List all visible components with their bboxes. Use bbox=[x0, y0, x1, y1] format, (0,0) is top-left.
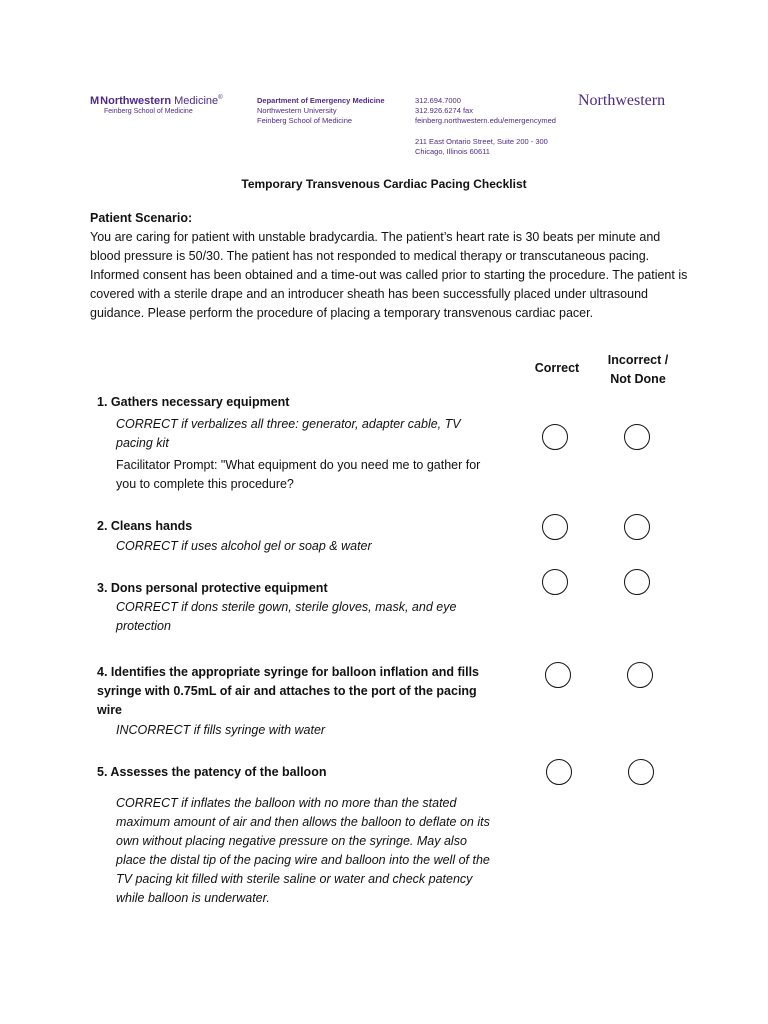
logo-subtitle: Feinberg School of Medicine bbox=[104, 108, 193, 115]
item-4-title: 4. Identifies the appropriate syringe for balloon inflation and fills syringe with 0.75mL of air and attaches to the port of the pacing wire bbox=[97, 665, 479, 717]
document-title: Temporary Transvenous Cardiac Pacing Checklist bbox=[241, 177, 527, 191]
item-3-title: 3. Dons personal protective equipment bbox=[97, 581, 328, 595]
department-block bbox=[257, 96, 385, 126]
address-block bbox=[415, 137, 548, 157]
item-5-title: 5. Assesses the patency of the balloon bbox=[97, 765, 327, 779]
address-line: Chicago, Illinois 60611 bbox=[415, 147, 490, 156]
scenario-label: Patient Scenario: bbox=[90, 211, 193, 225]
dept-line: Department of Emergency Medicine bbox=[257, 96, 385, 105]
scenario-text: You are caring for patient with unstable bradycardia. The patient’s heart rate is 30 beats per minute and blood pressure is 50/30. The patient has not responded to medical therapy or transcutaneous pacing. Informed consent has been obtained and a time-out was called prior to starting the procedure. The patient is covered with a sterile drape and an introducer sheath has been successfully placed under ultrasound guidance. Please perform the procedure of placing a temporary transvenous cardiac pacer. bbox=[90, 230, 688, 320]
item-5-correct-radio[interactable] bbox=[546, 759, 572, 785]
item-3-incorrect-radio[interactable] bbox=[624, 569, 650, 595]
column-header-incorrect: Incorrect / Not Done bbox=[607, 353, 669, 386]
column-header-correct: Correct bbox=[534, 361, 580, 375]
item-4-incorrect-radio[interactable] bbox=[627, 662, 653, 688]
northwestern-medicine-logo bbox=[90, 95, 223, 107]
logo-reg: ® bbox=[218, 95, 223, 101]
address-line: 211 East Ontario Street, Suite 200 - 300 bbox=[415, 137, 548, 146]
item-4-criteria: INCORRECT if fills syringe with water bbox=[116, 723, 326, 737]
item-5-criteria: CORRECT if inflates the balloon with no more than the stated maximum amount of air and then allows the balloon to deflate on its own without placing negative pressure on the syringe. May also place the distal tip of the pacing wire and balloon into the well of the TV pacing kit filled with sterile saline or water and check patency while balloon is underwater. bbox=[116, 796, 490, 905]
item-1-incorrect-radio[interactable] bbox=[624, 424, 650, 450]
item-2-title: 2. Cleans hands bbox=[97, 519, 193, 533]
item-5-incorrect-radio[interactable] bbox=[628, 759, 654, 785]
item-1-title: 1. Gathers necessary equipment bbox=[97, 395, 290, 409]
fax: 312.926.6274 fax bbox=[415, 106, 473, 115]
northwestern-wordmark: Northwestern bbox=[578, 92, 666, 109]
dept-line: Feinberg School of Medicine bbox=[257, 116, 353, 125]
item-2-correct-radio[interactable] bbox=[542, 514, 568, 540]
item-1-correct-radio[interactable] bbox=[542, 424, 568, 450]
dept-line: Northwestern University bbox=[257, 106, 337, 115]
contact-block bbox=[415, 96, 556, 126]
phone: 312.694.7000 bbox=[415, 96, 461, 105]
website: feinberg.northwestern.edu/emergencymed bbox=[415, 116, 556, 125]
item-1-criteria: CORRECT if verbalizes all three: generator, adapter cable, TV pacing kit bbox=[116, 417, 461, 450]
item-2-incorrect-radio[interactable] bbox=[624, 514, 650, 540]
item-1-prompt: Facilitator Prompt: "What equipment do you need me to gather for you to complete this procedure? bbox=[116, 458, 481, 491]
item-2-criteria: CORRECT if uses alcohol gel or soap & water bbox=[116, 539, 372, 553]
logo-name-light: Medicine bbox=[174, 95, 219, 107]
item-3-criteria: CORRECT if dons sterile gown, sterile gloves, mask, and eye protection bbox=[116, 600, 457, 633]
nm-logo-mark: M bbox=[90, 95, 99, 107]
item-4-correct-radio[interactable] bbox=[545, 662, 571, 688]
logo-name-bold: Northwestern bbox=[100, 95, 172, 107]
item-3-correct-radio[interactable] bbox=[542, 569, 568, 595]
